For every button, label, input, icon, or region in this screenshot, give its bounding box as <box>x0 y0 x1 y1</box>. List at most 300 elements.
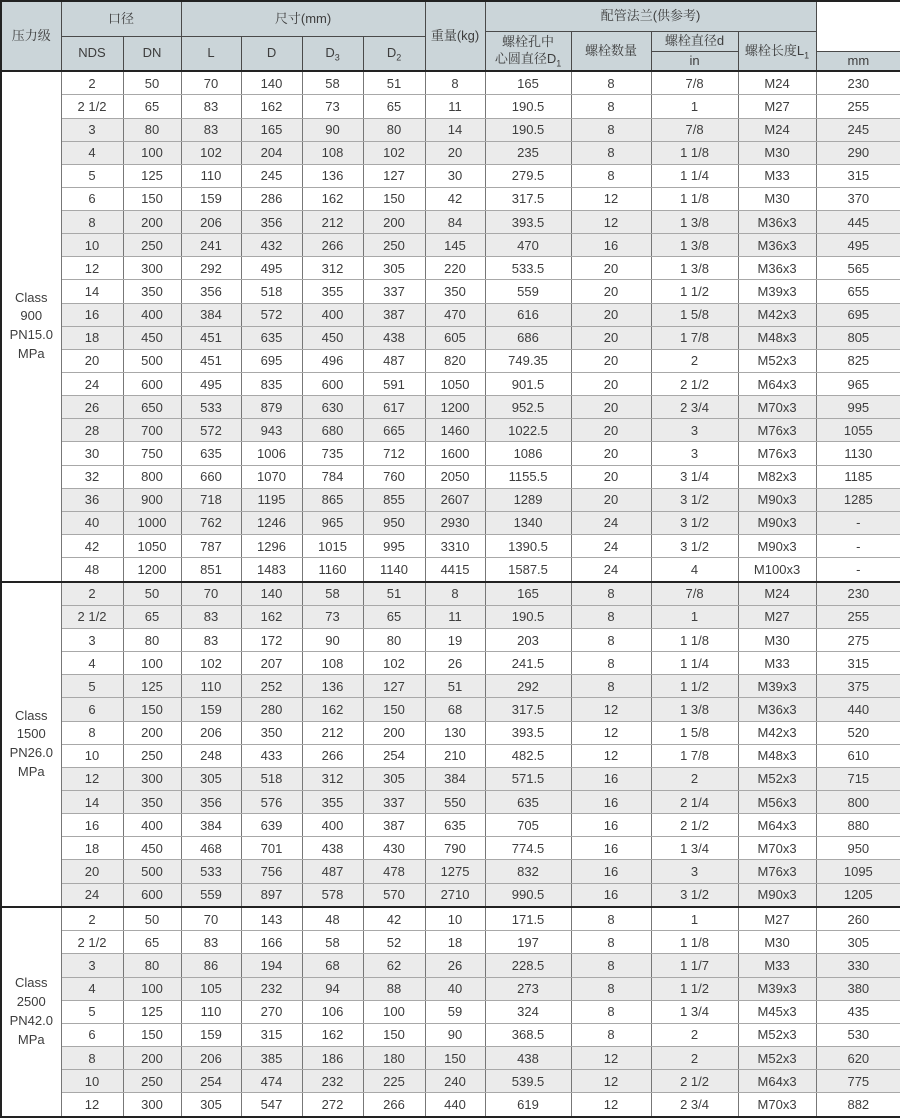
data-cell: 190.5 <box>485 605 571 628</box>
data-cell: 8 <box>61 721 123 744</box>
table-row <box>1 326 900 349</box>
data-cell: 1460 <box>425 419 485 442</box>
data-cell: M76x3 <box>738 860 816 883</box>
data-cell: 20 <box>571 396 651 419</box>
data-cell: M36x3 <box>738 234 816 257</box>
table-row <box>1 860 900 883</box>
data-cell: 533.5 <box>485 257 571 280</box>
data-cell: 20 <box>61 349 123 372</box>
data-cell: M30 <box>738 931 816 954</box>
table-row <box>1 1000 900 1023</box>
data-cell: 12 <box>571 698 651 721</box>
data-cell: 12 <box>571 1047 651 1070</box>
data-cell: 7/8 <box>651 71 738 95</box>
data-cell: 88 <box>363 977 425 1000</box>
data-cell: 1086 <box>485 442 571 465</box>
table-row <box>1 629 900 652</box>
data-cell: 700 <box>123 419 181 442</box>
data-cell: 438 <box>363 326 425 349</box>
data-cell: 635 <box>425 814 485 837</box>
data-cell: 100 <box>123 141 181 164</box>
data-cell: M42x3 <box>738 721 816 744</box>
data-cell: 1 1/4 <box>651 164 738 187</box>
data-cell: M56x3 <box>738 791 816 814</box>
data-cell: 2930 <box>425 511 485 534</box>
data-cell: 1 <box>651 605 738 628</box>
data-cell: 3 1/2 <box>651 535 738 558</box>
data-cell: 370 <box>816 187 900 210</box>
table-row <box>1 442 900 465</box>
data-cell: 125 <box>123 164 181 187</box>
data-cell: 8 <box>571 71 651 95</box>
data-cell: 832 <box>485 860 571 883</box>
data-cell: 438 <box>485 1047 571 1070</box>
data-cell: 635 <box>485 791 571 814</box>
data-cell: 68 <box>425 698 485 721</box>
data-cell: 232 <box>302 1070 363 1093</box>
data-cell: 1 1/4 <box>651 652 738 675</box>
data-cell: 705 <box>485 814 571 837</box>
data-cell: M36x3 <box>738 257 816 280</box>
data-cell: 102 <box>181 141 241 164</box>
data-cell: 438 <box>302 837 363 860</box>
data-cell: 2 1/2 <box>651 814 738 837</box>
data-cell: 83 <box>181 95 241 118</box>
data-cell: 2 3/4 <box>651 396 738 419</box>
data-cell: 2 <box>61 907 123 931</box>
data-cell: 8 <box>571 931 651 954</box>
data-cell: 559 <box>181 883 241 907</box>
data-cell: 617 <box>363 396 425 419</box>
data-cell: 3 <box>651 419 738 442</box>
data-cell: 825 <box>816 349 900 372</box>
data-cell: 487 <box>363 349 425 372</box>
data-cell: M33 <box>738 164 816 187</box>
data-cell: 495 <box>181 373 241 396</box>
data-cell: 1246 <box>241 511 302 534</box>
data-cell: 616 <box>485 303 571 326</box>
data-cell: 110 <box>181 675 241 698</box>
data-cell: M48x3 <box>738 744 816 767</box>
data-cell: 435 <box>816 1000 900 1023</box>
data-cell: M70x3 <box>738 1093 816 1117</box>
table-row <box>1 71 900 95</box>
data-cell: 102 <box>181 652 241 675</box>
data-cell: 735 <box>302 442 363 465</box>
data-cell: 1 1/8 <box>651 931 738 954</box>
data-cell: 254 <box>181 1070 241 1093</box>
data-cell: 1 1/2 <box>651 280 738 303</box>
data-cell: M76x3 <box>738 419 816 442</box>
data-cell: 20 <box>571 373 651 396</box>
data-cell: 1205 <box>816 883 900 907</box>
data-cell: 2 <box>61 71 123 95</box>
data-cell: 1095 <box>816 860 900 883</box>
data-cell: M82x3 <box>738 465 816 488</box>
data-cell: 18 <box>61 837 123 860</box>
data-cell: 3 <box>651 442 738 465</box>
data-cell: 1296 <box>241 535 302 558</box>
data-cell: 500 <box>123 349 181 372</box>
data-cell: 368.5 <box>485 1023 571 1046</box>
data-cell: 1 3/8 <box>651 234 738 257</box>
data-cell: 50 <box>123 582 181 606</box>
data-cell: 20 <box>425 141 485 164</box>
data-cell: 855 <box>363 488 425 511</box>
data-cell: 51 <box>425 675 485 698</box>
data-cell: 8 <box>571 95 651 118</box>
data-cell: 110 <box>181 1000 241 1023</box>
data-cell: M90x3 <box>738 488 816 511</box>
data-cell: 8 <box>571 954 651 977</box>
data-cell: 26 <box>425 954 485 977</box>
data-cell: 2 1/2 <box>61 605 123 628</box>
data-cell: M27 <box>738 907 816 931</box>
data-cell: 197 <box>485 931 571 954</box>
data-cell: 1 1/2 <box>651 675 738 698</box>
data-cell: 150 <box>123 187 181 210</box>
data-cell: 605 <box>425 326 485 349</box>
data-cell: M24 <box>738 118 816 141</box>
data-cell: 58 <box>302 582 363 606</box>
data-cell: 40 <box>61 511 123 534</box>
data-cell: 1050 <box>123 535 181 558</box>
data-cell: M27 <box>738 605 816 628</box>
col-header-l: L <box>181 36 241 71</box>
data-cell: 8 <box>571 675 651 698</box>
data-cell: 337 <box>363 280 425 303</box>
data-cell: 143 <box>241 907 302 931</box>
data-cell: 250 <box>123 234 181 257</box>
data-cell: 65 <box>123 605 181 628</box>
data-cell: 273 <box>485 977 571 1000</box>
data-cell: M24 <box>738 71 816 95</box>
data-cell: 24 <box>61 373 123 396</box>
data-cell: 547 <box>241 1093 302 1117</box>
data-cell: 2 1/2 <box>61 931 123 954</box>
data-cell: M52x3 <box>738 767 816 790</box>
data-cell: 995 <box>816 396 900 419</box>
data-cell: 350 <box>123 791 181 814</box>
data-cell: 1155.5 <box>485 465 571 488</box>
data-cell: 433 <box>241 744 302 767</box>
data-cell: 20 <box>571 442 651 465</box>
data-cell: 186 <box>302 1047 363 1070</box>
data-cell: 83 <box>181 605 241 628</box>
pressure-class-label: Class 1500 PN26.0 MPa <box>1 582 61 907</box>
table-row <box>1 605 900 628</box>
data-cell: 165 <box>241 118 302 141</box>
data-cell: 750 <box>123 442 181 465</box>
data-cell: 200 <box>363 211 425 234</box>
data-cell: 635 <box>181 442 241 465</box>
data-cell: 59 <box>425 1000 485 1023</box>
data-cell: 533 <box>181 396 241 419</box>
data-cell: 450 <box>123 837 181 860</box>
data-cell: 901.5 <box>485 373 571 396</box>
data-cell: 190.5 <box>485 95 571 118</box>
data-cell: 1 1/2 <box>651 977 738 1000</box>
data-cell: 255 <box>816 95 900 118</box>
data-cell: 1 1/8 <box>651 629 738 652</box>
data-cell: 162 <box>241 95 302 118</box>
data-cell: 851 <box>181 558 241 582</box>
data-cell: 83 <box>181 931 241 954</box>
data-cell: 3 1/2 <box>651 883 738 907</box>
data-cell: M42x3 <box>738 303 816 326</box>
data-cell: 445 <box>816 211 900 234</box>
data-cell: 533 <box>181 860 241 883</box>
data-cell: 1070 <box>241 465 302 488</box>
data-cell: 83 <box>181 118 241 141</box>
data-cell: 1390.5 <box>485 535 571 558</box>
data-cell: 100 <box>123 977 181 1000</box>
data-cell: 42 <box>363 907 425 931</box>
data-cell: 254 <box>363 744 425 767</box>
table-row <box>1 118 900 141</box>
data-cell: 12 <box>571 721 651 744</box>
data-cell: 305 <box>181 1093 241 1117</box>
col-group-bore: 口径 <box>61 1 181 36</box>
data-cell: 882 <box>816 1093 900 1117</box>
data-cell: 80 <box>363 118 425 141</box>
data-cell: 165 <box>485 582 571 606</box>
data-cell: 280 <box>241 698 302 721</box>
data-cell: 305 <box>363 257 425 280</box>
data-cell: 380 <box>816 977 900 1000</box>
data-cell: 200 <box>123 211 181 234</box>
data-cell: 570 <box>363 883 425 907</box>
data-cell: 572 <box>181 419 241 442</box>
table-row <box>1 977 900 1000</box>
data-cell: 1340 <box>485 511 571 534</box>
data-cell: M30 <box>738 141 816 164</box>
table-row <box>1 791 900 814</box>
data-cell: 820 <box>425 349 485 372</box>
data-cell: 835 <box>241 373 302 396</box>
data-cell: 2 <box>651 349 738 372</box>
data-cell: 2710 <box>425 883 485 907</box>
data-cell: M52x3 <box>738 1047 816 1070</box>
data-cell: 600 <box>302 373 363 396</box>
data-cell: 384 <box>181 303 241 326</box>
data-cell: 300 <box>123 767 181 790</box>
data-cell: 520 <box>816 721 900 744</box>
data-cell: 245 <box>816 118 900 141</box>
table-row <box>1 535 900 558</box>
data-cell: 432 <box>241 234 302 257</box>
table-row <box>1 511 900 534</box>
data-cell: 8 <box>61 1047 123 1070</box>
data-cell: 52 <box>363 931 425 954</box>
data-cell: 106 <box>302 1000 363 1023</box>
data-cell: 990.5 <box>485 883 571 907</box>
pressure-class-label: Class 900 PN15.0 MPa <box>1 71 61 582</box>
col-header-weight: 重量(kg) <box>425 1 485 71</box>
data-cell: M90x3 <box>738 883 816 907</box>
table-row <box>1 767 900 790</box>
data-cell: 10 <box>61 234 123 257</box>
data-cell: 550 <box>425 791 485 814</box>
data-cell: 150 <box>363 1023 425 1046</box>
table-row <box>1 95 900 118</box>
table-row <box>1 349 900 372</box>
data-cell: 762 <box>181 511 241 534</box>
data-cell: 8 <box>571 1000 651 1023</box>
data-cell: 266 <box>302 744 363 767</box>
data-cell: 130 <box>425 721 485 744</box>
data-cell: 315 <box>816 652 900 675</box>
data-cell: 5 <box>61 164 123 187</box>
data-cell: 8 <box>571 629 651 652</box>
data-cell: 26 <box>425 652 485 675</box>
data-cell: 576 <box>241 791 302 814</box>
data-cell: 162 <box>302 698 363 721</box>
data-cell: 591 <box>363 373 425 396</box>
col-group-bolt-diameter: 螺栓直径d <box>651 31 738 51</box>
data-cell: 897 <box>241 883 302 907</box>
data-cell: 8 <box>571 141 651 164</box>
data-cell: 18 <box>425 931 485 954</box>
data-cell: 100 <box>123 652 181 675</box>
data-cell: 206 <box>181 1047 241 1070</box>
data-cell: 1022.5 <box>485 419 571 442</box>
data-cell: 3 <box>61 118 123 141</box>
data-cell: 356 <box>181 280 241 303</box>
table-row <box>1 280 900 303</box>
data-cell: 1050 <box>425 373 485 396</box>
data-cell: 230 <box>816 582 900 606</box>
data-cell: 305 <box>816 931 900 954</box>
data-cell: 30 <box>61 442 123 465</box>
data-cell: 279.5 <box>485 164 571 187</box>
data-cell: 1 1/8 <box>651 187 738 210</box>
data-cell: 393.5 <box>485 211 571 234</box>
data-cell: 58 <box>302 71 363 95</box>
data-cell: 665 <box>363 419 425 442</box>
data-cell: 260 <box>816 907 900 931</box>
data-cell: 2 <box>651 1047 738 1070</box>
data-cell: 2 1/2 <box>651 1070 738 1093</box>
data-cell: 65 <box>123 95 181 118</box>
data-cell: 36 <box>61 488 123 511</box>
data-cell: M24 <box>738 582 816 606</box>
data-cell: 12 <box>61 1093 123 1117</box>
data-cell: 430 <box>363 837 425 860</box>
data-cell: 150 <box>123 698 181 721</box>
data-cell: 1200 <box>123 558 181 582</box>
data-cell: M100x3 <box>738 558 816 582</box>
data-cell: 11 <box>425 605 485 628</box>
data-cell: 1015 <box>302 535 363 558</box>
data-cell: 12 <box>571 211 651 234</box>
data-cell: 1 1/8 <box>651 141 738 164</box>
data-cell: 635 <box>241 326 302 349</box>
col-header-bolt-diameter-in: in <box>651 51 738 71</box>
data-cell: 315 <box>241 1023 302 1046</box>
data-cell: M45x3 <box>738 1000 816 1023</box>
table-row <box>1 257 900 280</box>
col-group-flange: 配管法兰(供参考) <box>485 1 816 31</box>
data-cell: 1006 <box>241 442 302 465</box>
data-cell: 207 <box>241 652 302 675</box>
data-cell: 235 <box>485 141 571 164</box>
table-row <box>1 141 900 164</box>
data-cell: 451 <box>181 326 241 349</box>
data-cell: 565 <box>816 257 900 280</box>
data-cell: 5 <box>61 675 123 698</box>
data-cell: 65 <box>363 95 425 118</box>
table-row <box>1 837 900 860</box>
table-row <box>1 883 900 907</box>
table-row <box>1 1093 900 1117</box>
data-cell: 159 <box>181 1023 241 1046</box>
data-cell: 900 <box>123 488 181 511</box>
table-row <box>1 488 900 511</box>
data-cell: 1 1/7 <box>651 954 738 977</box>
data-cell: 172 <box>241 629 302 652</box>
data-cell: 20 <box>571 303 651 326</box>
data-cell: 518 <box>241 280 302 303</box>
data-cell: 90 <box>302 118 363 141</box>
data-cell: 1200 <box>425 396 485 419</box>
data-cell: 315 <box>816 164 900 187</box>
data-cell: 620 <box>816 1047 900 1070</box>
col-header-dn: DN <box>123 36 181 71</box>
data-cell: 995 <box>363 535 425 558</box>
data-cell: 375 <box>816 675 900 698</box>
data-cell: 150 <box>425 1047 485 1070</box>
data-cell: 5 <box>61 1000 123 1023</box>
data-cell: 400 <box>302 303 363 326</box>
data-cell: 68 <box>302 954 363 977</box>
data-cell: 194 <box>241 954 302 977</box>
data-cell: 171.5 <box>485 907 571 931</box>
data-cell: 1 5/8 <box>651 303 738 326</box>
data-cell: 578 <box>302 883 363 907</box>
data-cell: 28 <box>61 419 123 442</box>
data-cell: 105 <box>181 977 241 1000</box>
data-cell: 65 <box>363 605 425 628</box>
data-cell: 206 <box>181 721 241 744</box>
data-cell: 140 <box>241 582 302 606</box>
data-cell: 12 <box>61 257 123 280</box>
data-cell: 630 <box>302 396 363 419</box>
data-cell: 478 <box>363 860 425 883</box>
data-cell: 495 <box>241 257 302 280</box>
data-cell: 83 <box>181 629 241 652</box>
data-cell: 655 <box>816 280 900 303</box>
data-cell: 400 <box>123 814 181 837</box>
data-cell: 20 <box>571 257 651 280</box>
data-cell: 12 <box>571 187 651 210</box>
data-cell: 248 <box>181 744 241 767</box>
data-cell: 350 <box>241 721 302 744</box>
data-cell: 65 <box>123 931 181 954</box>
data-cell: 385 <box>241 1047 302 1070</box>
data-cell: 80 <box>123 118 181 141</box>
data-cell: 84 <box>425 211 485 234</box>
data-cell: 950 <box>363 511 425 534</box>
data-cell: 800 <box>816 791 900 814</box>
data-cell: 250 <box>123 744 181 767</box>
data-cell: 230 <box>816 71 900 95</box>
data-cell: 2050 <box>425 465 485 488</box>
table-row <box>1 1070 900 1093</box>
table-row <box>1 187 900 210</box>
data-cell: 1185 <box>816 465 900 488</box>
data-cell: 1 3/4 <box>651 1000 738 1023</box>
